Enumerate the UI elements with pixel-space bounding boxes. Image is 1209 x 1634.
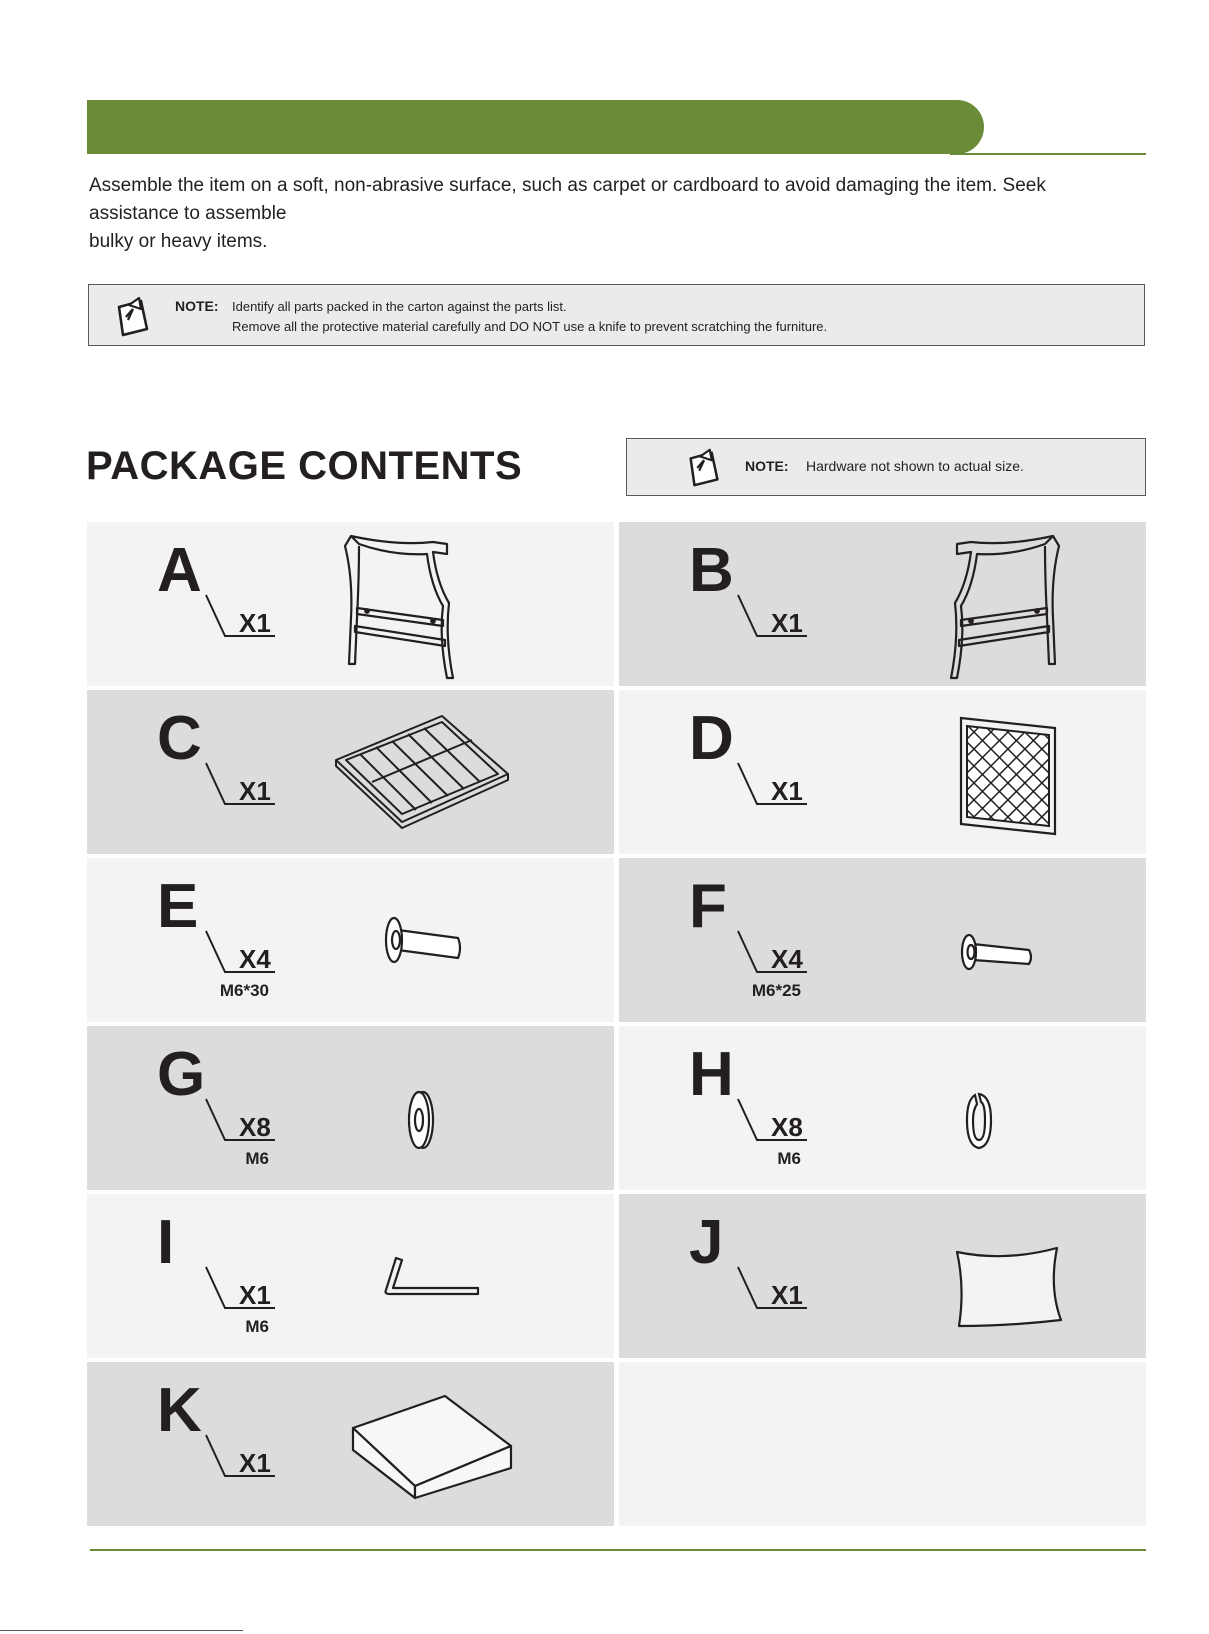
part-letter: E — [157, 872, 199, 941]
part-cell-k — [87, 1362, 614, 1526]
pillow-icon — [949, 1244, 1065, 1330]
note-label: NOTE: — [745, 458, 789, 474]
part-cell-g — [87, 1026, 614, 1190]
part-letter: C — [157, 704, 202, 773]
part-cell-f — [619, 858, 1146, 1022]
part-letter: D — [689, 704, 734, 773]
note-box-hardware — [626, 438, 1146, 496]
chair-side-frame-icon — [937, 528, 1067, 683]
slatted-seat-frame-icon — [332, 712, 512, 832]
part-letter: J — [689, 1208, 724, 1277]
header-rule — [950, 153, 1146, 155]
spring-washer-icon — [965, 1090, 995, 1152]
flat-washer-icon — [405, 1088, 437, 1152]
empty-cell — [619, 1362, 1146, 1526]
part-spec: M6 — [777, 1149, 801, 1168]
allen-key-icon — [382, 1254, 482, 1304]
part-letter: I — [157, 1208, 175, 1277]
intro-line-1: Assemble the item on a soft, non-abrasive surface, such as carpet or cardboard to avoid damaging the item. Seek — [89, 175, 1046, 196]
part-cell-b — [619, 522, 1146, 686]
chair-side-frame-icon — [337, 528, 467, 683]
note-pin-icon — [111, 293, 157, 339]
note-label: NOTE: — [175, 298, 219, 314]
seat-cushion-icon — [349, 1392, 515, 1502]
footer-rule — [90, 1549, 1146, 1551]
part-qty: X1 — [771, 1280, 803, 1310]
note-text: Hardware not shown to actual size. — [806, 458, 1024, 474]
note-box-parts — [88, 284, 1145, 346]
part-cell-d — [619, 690, 1146, 854]
part-cell-e — [87, 858, 614, 1022]
part-qty: X8 — [771, 1112, 803, 1142]
part-qty: X1 — [239, 1280, 271, 1310]
note-line-2: Remove all the protective material carefully and DO NOT use a knife to prevent scratching the furniture. — [232, 319, 828, 334]
lattice-back-panel-icon — [957, 714, 1061, 838]
part-qty: X1 — [239, 776, 271, 806]
part-spec: M6*30 — [219, 981, 269, 1000]
part-qty: X1 — [239, 608, 271, 638]
note-pin-icon — [683, 445, 727, 489]
part-qty: X1 — [239, 1448, 271, 1478]
part-cell-i — [87, 1194, 614, 1358]
note-line-1: Identify all parts packed in the carton against the parts list. — [232, 299, 567, 314]
bolt-icon — [382, 914, 462, 970]
part-cell-c — [87, 690, 614, 854]
part-letter: H — [689, 1040, 734, 1109]
part-spec: M6*25 — [751, 981, 801, 1000]
part-letter: F — [689, 872, 727, 941]
part-cell-j — [619, 1194, 1146, 1358]
intro-text — [89, 172, 1159, 256]
part-qty: X4 — [771, 944, 803, 974]
package-contents-title: PACKAGE CONTENTS — [86, 444, 523, 488]
part-spec: M6 — [245, 1149, 269, 1168]
intro-line-2: assistance to assemble — [89, 203, 287, 224]
bolt-short-icon — [959, 930, 1035, 976]
part-letter: B — [689, 536, 734, 605]
intro-line-3: bulky or heavy items. — [89, 231, 268, 252]
part-qty: X1 — [771, 608, 803, 638]
part-qty: X1 — [771, 776, 803, 806]
part-letter: A — [157, 536, 202, 605]
parts-grid — [87, 522, 1146, 1524]
page-edge-line — [0, 1630, 243, 1631]
part-qty: X4 — [239, 944, 271, 974]
part-spec: M6 — [245, 1317, 269, 1336]
part-cell-h — [619, 1026, 1146, 1190]
part-letter: K — [157, 1376, 202, 1445]
section-header-bar — [87, 100, 984, 154]
part-cell-a — [87, 522, 614, 686]
part-letter: G — [157, 1040, 206, 1109]
part-qty: X8 — [239, 1112, 271, 1142]
